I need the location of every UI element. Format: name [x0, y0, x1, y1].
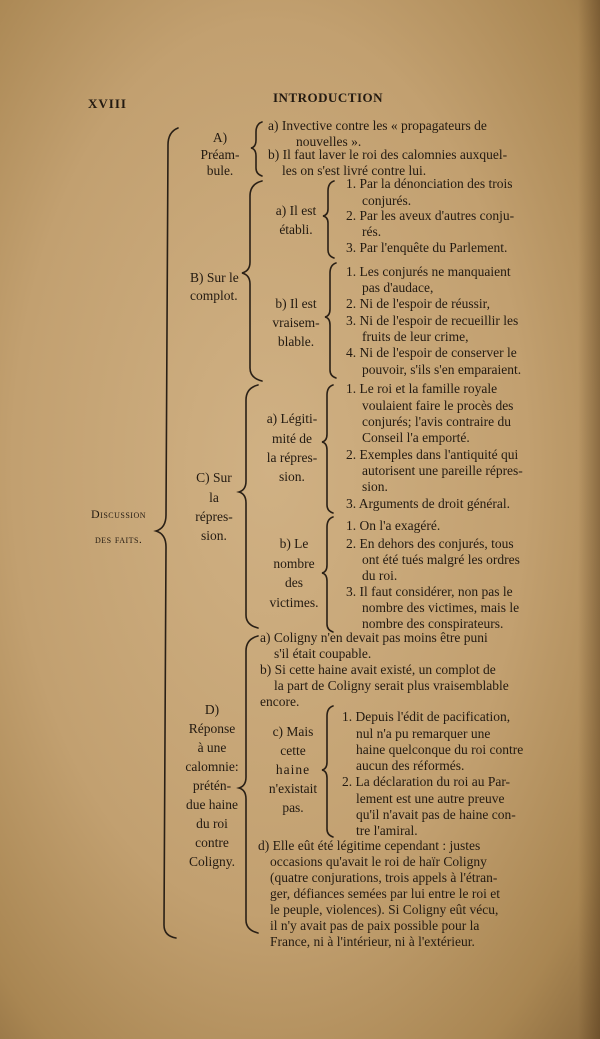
brace-A — [251, 122, 262, 176]
C-label-1: C) Sur — [196, 470, 232, 485]
D-label-2: Réponse — [188, 721, 236, 736]
Dc-item-2d: tre l'amiral. — [356, 823, 418, 838]
Ca-item-3: 3. Arguments de droit général. — [346, 496, 510, 511]
D-label-7: du roi — [196, 816, 228, 831]
Dc-item-1b: nul n'a pu remarquer une — [356, 726, 491, 741]
brace-root — [156, 128, 178, 938]
Cb-item-2c: du roi. — [362, 568, 398, 583]
Ca-item-2: 2. Exemples dans l'antiquité qui — [346, 447, 519, 462]
root-label-line2: des faits. — [95, 534, 143, 546]
Dd-7: France, ni à l'intérieur, ni à l'extérieur. — [270, 934, 475, 949]
D-label-5: prétén- — [192, 778, 232, 793]
C-label-2: la — [209, 490, 219, 505]
Da-1: a) Coligny n'en devait pas moins être puni — [260, 630, 488, 645]
Ca-label-3: la répres- — [266, 450, 318, 465]
Bb-item-1: 1. Les conjurés ne manquaient — [346, 264, 511, 279]
Dd-2: occasions qu'avait le roi de haïr Coligny — [270, 854, 487, 869]
Dd-1: d) Elle eût été légitime cependant : justes — [258, 838, 481, 853]
page-number: XVIII — [88, 96, 127, 111]
Db-2: la part de Coligny serait plus vraisemblable — [274, 678, 509, 693]
Bb-item-2: 2. Ni de l'espoir de réussir, — [346, 296, 490, 311]
root-label-line1: Discussion — [91, 507, 147, 521]
brace-Ba — [323, 181, 334, 258]
Ca-item-2c: sion. — [362, 479, 388, 494]
Dd-3: (quatre conjurations, trois appels à l'étran- — [270, 870, 498, 885]
Bb-label-1: b) Il est — [275, 296, 317, 311]
B-label-1: B) Sur le — [190, 270, 239, 285]
Bb-item-1b: pas d'audace, — [362, 280, 434, 295]
Ca-item-1d: Conseil l'a emporté. — [362, 430, 470, 445]
D-label-6: due haine — [185, 797, 239, 812]
Bb-label-3: blable. — [277, 334, 315, 349]
Ba-item-3: 3. Par l'enquête du Parlement. — [346, 240, 508, 255]
Dc-item-2b: lement est une autre preuve — [356, 791, 505, 806]
D-label-3: à une — [197, 740, 227, 755]
C-label-3: répres- — [195, 509, 233, 524]
D-label-1: D) — [204, 702, 220, 717]
B-label-2: complot. — [190, 288, 238, 303]
Cb-label-3: des — [285, 575, 303, 590]
Ba-label-1: a) Il est — [275, 203, 317, 218]
Dc-label-3: haine — [275, 762, 311, 777]
Dd-6: il n'y avait pas de paix possible pour la — [270, 918, 480, 933]
Bb-item-4: 4. Ni de l'espoir de conserver le — [346, 345, 517, 360]
Cb-item-2: 2. En dehors des conjurés, tous — [346, 536, 514, 551]
Bb-item-3: 3. Ni de l'espoir de recueillir les — [346, 313, 519, 328]
A-item-a-2: nouvelles ». — [296, 134, 362, 149]
A-label-2: Préam- — [200, 147, 240, 162]
D-label-9: Coligny. — [188, 854, 235, 869]
brace-Ca — [322, 385, 333, 513]
Ca-item-1b: voulaient faire le procès des — [362, 398, 514, 413]
Bb-label-2: vraisem- — [272, 315, 320, 330]
A-label-3: bule. — [206, 163, 234, 178]
Cb-item-3b: nombre des victimes, mais le — [362, 600, 520, 615]
Db-3: encore. — [260, 694, 300, 709]
Dd-5: le peuple, violences). Si Coligny eût vécu, — [270, 902, 499, 917]
Dc-label-4: n'existait — [268, 781, 318, 796]
Ba-item-1: 1. Par la dénonciation des trois — [346, 176, 513, 191]
running-title: INTRODUCTION — [273, 90, 384, 105]
Ca-item-2b: autorisent une pareille répres- — [362, 463, 523, 478]
Ba-item-1b: conjurés. — [362, 193, 412, 208]
Dd-4: ger, défiances semées par lui entre le roi et — [270, 886, 500, 901]
Ca-label-4: sion. — [279, 469, 305, 484]
A-item-b-2: les on s'est livré contre lui. — [282, 163, 427, 178]
Ca-label-1: a) Légiti- — [266, 411, 318, 426]
Cb-item-3: 3. Il faut considérer, non pas le — [346, 584, 513, 599]
A-label-1: A) — [212, 130, 228, 145]
Dc-label-2: cette — [280, 743, 306, 758]
Bb-item-4b: pouvoir, s'ils s'en emparaient. — [362, 362, 522, 377]
A-item-a-1: a) Invective contre les « propagateurs de — [268, 118, 487, 133]
Dc-item-1c: haine quelconque du roi contre — [356, 742, 524, 757]
D-label-8: contre — [195, 835, 229, 850]
Da-2: s'il était coupable. — [274, 646, 372, 661]
Ba-label-2: établi. — [279, 222, 313, 237]
Ca-item-1: 1. Le roi et la famille royale — [346, 381, 498, 396]
D-label-4: calomnie: — [185, 759, 239, 774]
Ca-label-2: mité de — [271, 431, 313, 446]
Cb-item-1: 1. On l'a exagéré. — [346, 518, 441, 533]
Ba-item-2: 2. Par les aveux d'autres conju- — [346, 208, 515, 223]
Dc-item-1d: aucun des réformés. — [356, 758, 465, 773]
Ba-item-2b: rés. — [362, 224, 382, 239]
Cb-item-3c: nombre des conspirateurs. — [362, 616, 504, 631]
Cb-label-2: nombre — [273, 556, 315, 571]
Dc-item-1: 1. Depuis l'édit de pacification, — [342, 709, 511, 724]
Dc-label-5: pas. — [282, 800, 304, 815]
Dc-label-1: c) Mais — [272, 724, 314, 739]
brace-B — [242, 181, 262, 381]
Ca-item-1c: conjurés; l'avis contraire du — [362, 414, 512, 429]
Bb-item-3b: fruits de leur crime, — [362, 329, 469, 344]
Db-1: b) Si cette haine avait existé, un complot de — [260, 662, 496, 677]
Dc-item-2c: qu'il n'avait pas de haine con- — [356, 807, 516, 822]
brace-C — [239, 385, 258, 628]
Cb-label-1: b) Le — [279, 536, 309, 551]
C-label-4: sion. — [201, 528, 227, 543]
Cb-item-2b: ont été tués malgré les ordres — [362, 552, 520, 567]
Dc-item-2: 2. La déclaration du roi au Par- — [342, 774, 511, 789]
A-item-b-1: b) Il faut laver le roi des calomnies auxquel- — [268, 147, 508, 162]
Cb-label-4: victimes. — [269, 595, 319, 610]
